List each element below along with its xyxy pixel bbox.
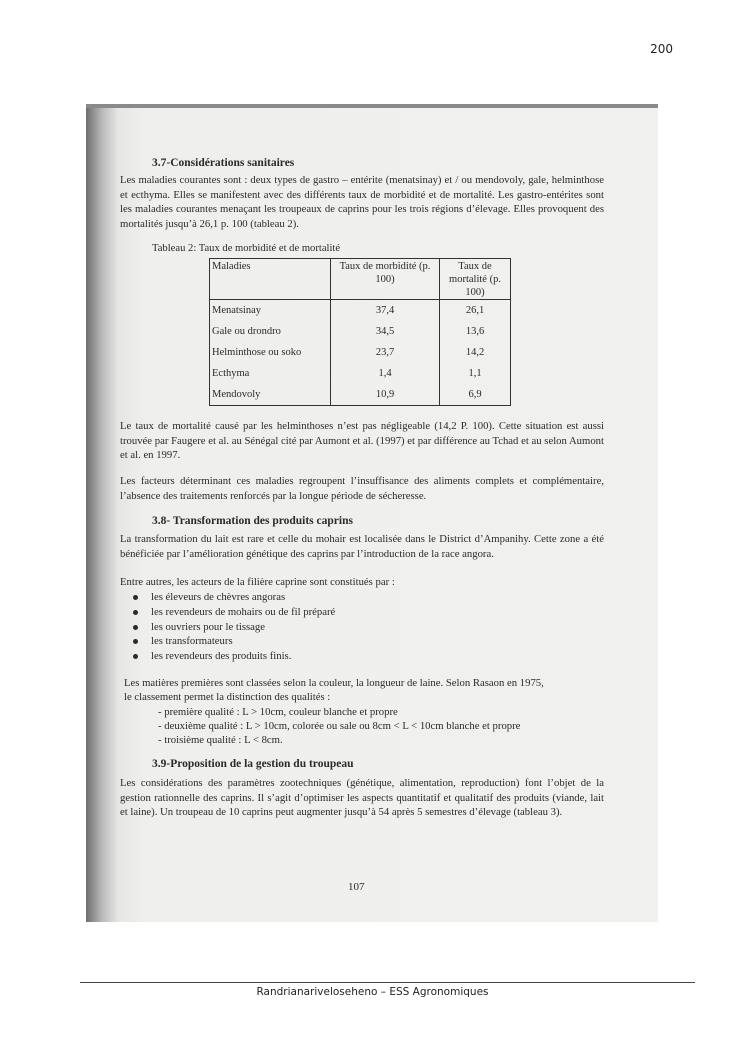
list-item [120,634,335,649]
table-header-cell: Maladies [210,259,331,300]
table-row [210,300,511,322]
footer-text: Randrianarivelosеheno – ESS Agronomiques [256,986,489,998]
list-item [120,620,335,635]
bullet-icon [133,625,138,630]
table-cell: 1,4 [331,363,440,384]
table-header-cell: Taux de morbidité (p. 100) [331,259,440,300]
section-3-8-para1: La transformation du lait est rare et celle du mohair est localisée dans le District d’Ampanihy. Cette zone a été bénéficiée par l’amélioration génétique des caprins par l’introduction de la race angora. [120,533,604,560]
table-cell: Menatsinay [210,300,331,322]
section-3-8-para2-line2: le classement permet la distinction des qualités : [124,691,331,703]
section-3-9-para1: Les considérations des paramètres zootechniques (génétique, alimentation, reproduction) font l’objet de la gestion rationnelle des caprins. Il s’agit d’optimiser les aspects quantitatif et qualitatif des produits (viande, lait et laine). Un troupeau de 10 caprins peut augmenter jusqu’à 54 après 5 semestres d’élevage (tableau 3). [120,777,604,819]
original-folio-number: 107 [348,881,365,893]
page-number: 200 [650,42,673,56]
quality-item: - troisième qualité : L < 8cm. [158,734,283,746]
table-header-row [210,259,511,300]
quality-item: - première qualité : L > 10cm, couleur blanche et propre [158,706,398,718]
table-cell: 14,2 [440,342,511,363]
table-cell: 34,5 [331,321,440,342]
list-intro: Entre autres, les acteurs de la filière caprine sont constitués par : [120,576,395,588]
actors-list [120,590,335,664]
table-row [210,321,511,342]
bullet-icon [133,654,138,659]
table-cell: 23,7 [331,342,440,363]
list-item-label: les ouvriers pour le tissage [151,620,265,633]
table-cell: 37,4 [331,300,440,322]
table-cell: 6,9 [440,384,511,406]
section-3-7-para2: Le taux de mortalité causé par les helminthoses n’est pas négligeable (14,2 P. 100). Cette situation est aussi trouvée par Faugere et al. au Sénégal cité par Aumont et al. (1997) et par différence au Tchad et au selon Aumont et al. en 1997. [120,420,604,462]
list-item-label: les transformateurs [151,635,233,648]
bullet-icon [133,639,138,644]
morbidity-mortality-table [209,258,511,406]
quality-item: - deuxième qualité : L > 10cm, colorée ou sale ou 8cm < L < 10cm blanche et propre [158,720,521,732]
table-cell: Gale ou drondro [210,321,331,342]
table-cell: Helminthose ou soko [210,342,331,363]
list-item [120,590,335,605]
table-cell: Mendovoly [210,384,331,406]
table-row [210,384,511,406]
table-header-cell: Taux de mortalité (p. 100) [440,259,511,300]
list-item [120,605,335,620]
section-3-8-title: 3.8- Transformation des produits caprins [152,515,353,527]
list-item [120,649,335,664]
scanned-page [86,104,658,922]
table-caption: Tableau 2: Taux de morbidité et de mortalité [152,243,341,254]
table-cell: 13,6 [440,321,511,342]
bullet-icon [133,595,138,600]
table-cell: Ecthyma [210,363,331,384]
table-cell: 26,1 [440,300,511,322]
list-item-label: les revendeurs de mohairs ou de fil préparé [151,605,336,618]
table-row [210,342,511,363]
list-item-label: les revendeurs des produits finis. [151,650,292,663]
table-row [210,363,511,384]
bullet-icon [133,610,138,615]
footer-divider [80,982,695,983]
section-3-7-para1: Les maladies courantes sont : deux types de gastro – entérite (menatsinay) et / ou mendovoly, gale, helminthose et ecthyma. Elles se manifestent avec des différents taux de morbidité et de mortalité. Les gastro-entérites sont les maladies courantes menaçant les troupeaux de caprins pour les trois régions d’élevage. Elles provoquent des mortalités jusqu’à 26,1 p. 100 (tableau 2). [120,174,604,230]
table-cell: 10,9 [331,384,440,406]
section-3-7-title: 3.7-Considérations sanitaires [152,157,295,169]
section-3-9-title: 3.9-Proposition de la gestion du troupeau [152,758,354,770]
section-3-8-para2-line1: Les matières premières sont classées selon la couleur, la longueur de laine. Selon Rasaon en 1975, [124,677,544,689]
list-item-label: les éleveurs de chèvres angoras [151,591,286,603]
section-3-7-para3: Les facteurs déterminant ces maladies regroupent l’insuffisance des aliments complets et complémentaire, l’absence des traitements renforcés par la longue période de sécheresse. [120,475,604,502]
table-cell: 1,1 [440,363,511,384]
